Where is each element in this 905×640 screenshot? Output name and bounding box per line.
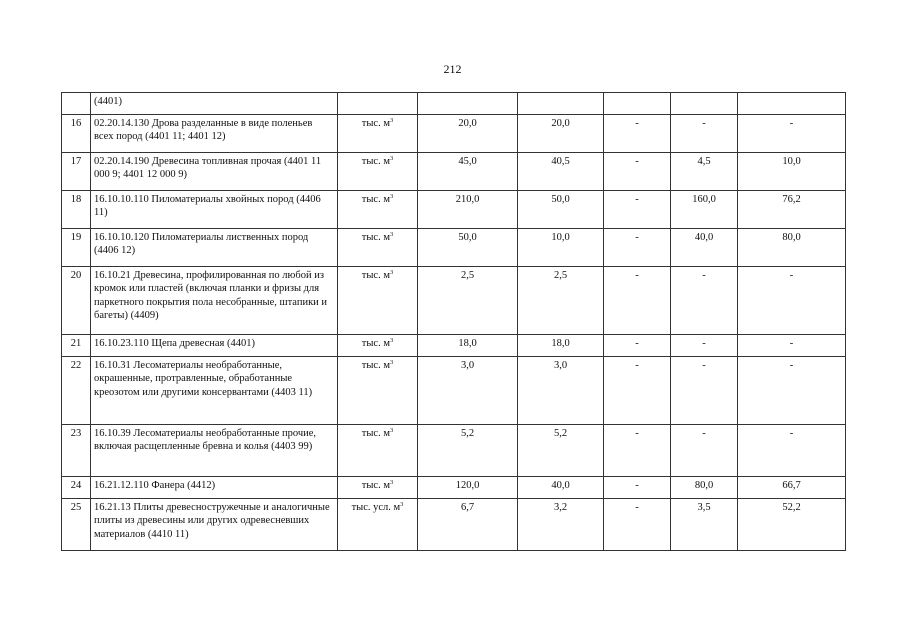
unit-label: тыс. м bbox=[361, 194, 390, 205]
unit-label: тыс. м bbox=[361, 428, 390, 439]
value-cell-2: 3,0 bbox=[518, 357, 604, 425]
value-cell-1: 45,0 bbox=[418, 153, 518, 191]
table-row bbox=[62, 93, 846, 115]
table-row bbox=[62, 267, 846, 335]
value-cell-3: - bbox=[604, 153, 671, 191]
unit-label: тыс. м bbox=[361, 270, 390, 281]
unit-exponent: 3 bbox=[389, 479, 394, 486]
value-cell-2: 5,2 bbox=[518, 425, 604, 477]
unit-label: тыс. м bbox=[361, 232, 390, 243]
row-number-cell: 16 bbox=[62, 115, 91, 153]
value-cell-2: 40,5 bbox=[518, 153, 604, 191]
unit-label: тыс. м bbox=[361, 480, 390, 491]
unit-cell bbox=[338, 425, 418, 477]
unit-cell bbox=[338, 115, 418, 153]
row-number-cell: 25 bbox=[62, 499, 91, 551]
unit-exponent: 3 bbox=[389, 337, 394, 344]
value-cell-1 bbox=[418, 93, 518, 115]
unit-cell bbox=[338, 153, 418, 191]
value-cell-2: 18,0 bbox=[518, 335, 604, 357]
table-row bbox=[62, 425, 846, 477]
page-number: 212 bbox=[443, 62, 462, 76]
value-cell-4: - bbox=[671, 267, 738, 335]
product-name-cell: 16.10.10.120 Пиломатериалы лиственных пород (4406 12) bbox=[91, 229, 338, 267]
value-cell-3: - bbox=[604, 191, 671, 229]
value-cell-1: 6,7 bbox=[418, 499, 518, 551]
product-name-cell: 16.10.39 Лесоматериалы необработанные прочие, включая расщепленные бревна и колья (4403 99) bbox=[91, 425, 338, 477]
value-cell-4: - bbox=[671, 115, 738, 153]
value-cell-3: - bbox=[604, 267, 671, 335]
value-cell-3: - bbox=[604, 335, 671, 357]
value-cell-5: - bbox=[738, 425, 846, 477]
value-cell-5: - bbox=[738, 267, 846, 335]
table-row bbox=[62, 115, 846, 153]
value-cell-4: 80,0 bbox=[671, 477, 738, 499]
value-cell-1: 5,2 bbox=[418, 425, 518, 477]
value-cell-3 bbox=[604, 93, 671, 115]
row-number-cell: 21 bbox=[62, 335, 91, 357]
value-cell-2 bbox=[518, 93, 604, 115]
row-number-cell: 24 bbox=[62, 477, 91, 499]
value-cell-4: 40,0 bbox=[671, 229, 738, 267]
value-cell-4 bbox=[671, 93, 738, 115]
unit-cell bbox=[338, 357, 418, 425]
value-cell-2: 3,2 bbox=[518, 499, 604, 551]
value-cell-5: - bbox=[738, 335, 846, 357]
value-cell-1: 210,0 bbox=[418, 191, 518, 229]
value-cell-3: - bbox=[604, 229, 671, 267]
value-cell-2: 20,0 bbox=[518, 115, 604, 153]
value-cell-1: 20,0 bbox=[418, 115, 518, 153]
value-cell-4: - bbox=[671, 357, 738, 425]
unit-cell bbox=[338, 477, 418, 499]
value-cell-1: 18,0 bbox=[418, 335, 518, 357]
table-row bbox=[62, 357, 846, 425]
unit-exponent: 3 bbox=[400, 501, 404, 508]
unit-label: тыс. м bbox=[361, 118, 390, 129]
value-cell-5: 76,2 bbox=[738, 191, 846, 229]
unit-cell bbox=[338, 191, 418, 229]
unit-cell bbox=[338, 499, 418, 551]
unit-exponent: 3 bbox=[389, 359, 394, 366]
product-name-cell: 02.20.14.130 Дрова разделанные в виде поленьев всех пород (4401 11; 4401 12) bbox=[91, 115, 338, 153]
table-row bbox=[62, 335, 846, 357]
unit-label: тыс. м bbox=[361, 156, 390, 167]
table-row bbox=[62, 499, 846, 551]
unit-label: тыс. м bbox=[361, 360, 390, 371]
value-cell-1: 50,0 bbox=[418, 229, 518, 267]
value-cell-4: 160,0 bbox=[671, 191, 738, 229]
unit-label: тыс. м bbox=[361, 338, 390, 349]
unit-label: тыс. усл. м bbox=[351, 502, 401, 513]
row-number-cell: 23 bbox=[62, 425, 91, 477]
unit-exponent: 3 bbox=[389, 427, 394, 434]
value-cell-5: 66,7 bbox=[738, 477, 846, 499]
unit-cell bbox=[338, 267, 418, 335]
product-name-cell: 16.10.21 Древесина, профилированная по любой из кромок или пластей (включая планки и фризы для паркетного покрытия пола несобранные, штапики и багеты) (4409) bbox=[91, 267, 338, 335]
value-cell-5: - bbox=[738, 115, 846, 153]
value-cell-4: 4,5 bbox=[671, 153, 738, 191]
table-row bbox=[62, 477, 846, 499]
value-cell-3: - bbox=[604, 357, 671, 425]
row-number-cell: 20 bbox=[62, 267, 91, 335]
table-row bbox=[62, 191, 846, 229]
unit-cell bbox=[338, 335, 418, 357]
goods-table bbox=[61, 92, 846, 551]
value-cell-4: 3,5 bbox=[671, 499, 738, 551]
value-cell-3: - bbox=[604, 425, 671, 477]
unit-cell bbox=[338, 93, 418, 115]
unit-cell bbox=[338, 229, 418, 267]
value-cell-5: 80,0 bbox=[738, 229, 846, 267]
value-cell-2: 2,5 bbox=[518, 267, 604, 335]
value-cell-1: 3,0 bbox=[418, 357, 518, 425]
value-cell-2: 10,0 bbox=[518, 229, 604, 267]
product-name-cell: 16.10.31 Лесоматериалы необработанные, окрашенные, протравленные, обработанные креозотом или другими консервантами (4403 11) bbox=[91, 357, 338, 425]
product-name-cell: 16.10.23.110 Щепа древесная (4401) bbox=[91, 335, 338, 357]
product-name-cell: 16.10.10.110 Пиломатериалы хвойных пород (4406 11) bbox=[91, 191, 338, 229]
row-number-cell: 22 bbox=[62, 357, 91, 425]
unit-exponent: 3 bbox=[389, 269, 394, 276]
value-cell-2: 40,0 bbox=[518, 477, 604, 499]
table-row bbox=[62, 229, 846, 267]
row-number-cell bbox=[62, 93, 91, 115]
value-cell-1: 2,5 bbox=[418, 267, 518, 335]
table-row bbox=[62, 153, 846, 191]
product-name-cell: 02.20.14.190 Древесина топливная прочая (4401 11 000 9; 4401 12 000 9) bbox=[91, 153, 338, 191]
value-cell-3: - bbox=[604, 499, 671, 551]
product-name-cell: 16.21.13 Плиты древесностружечные и аналогичные плиты из древесины или других одревесневших материалов (4410 11) bbox=[91, 499, 338, 551]
value-cell-5: 52,2 bbox=[738, 499, 846, 551]
value-cell-3: - bbox=[604, 477, 671, 499]
value-cell-5: 10,0 bbox=[738, 153, 846, 191]
value-cell-5: - bbox=[738, 357, 846, 425]
unit-exponent: 3 bbox=[389, 231, 394, 238]
table-body bbox=[62, 93, 846, 551]
product-name-cell: 16.21.12.110 Фанера (4412) bbox=[91, 477, 338, 499]
value-cell-3: - bbox=[604, 115, 671, 153]
unit-exponent: 3 bbox=[389, 117, 394, 124]
value-cell-4: - bbox=[671, 335, 738, 357]
value-cell-2: 50,0 bbox=[518, 191, 604, 229]
unit-exponent: 3 bbox=[389, 155, 394, 162]
value-cell-5 bbox=[738, 93, 846, 115]
row-number-cell: 19 bbox=[62, 229, 91, 267]
unit-exponent: 3 bbox=[389, 193, 394, 200]
product-name-cell: (4401) bbox=[91, 93, 338, 115]
value-cell-4: - bbox=[671, 425, 738, 477]
value-cell-1: 120,0 bbox=[418, 477, 518, 499]
row-number-cell: 18 bbox=[62, 191, 91, 229]
row-number-cell: 17 bbox=[62, 153, 91, 191]
